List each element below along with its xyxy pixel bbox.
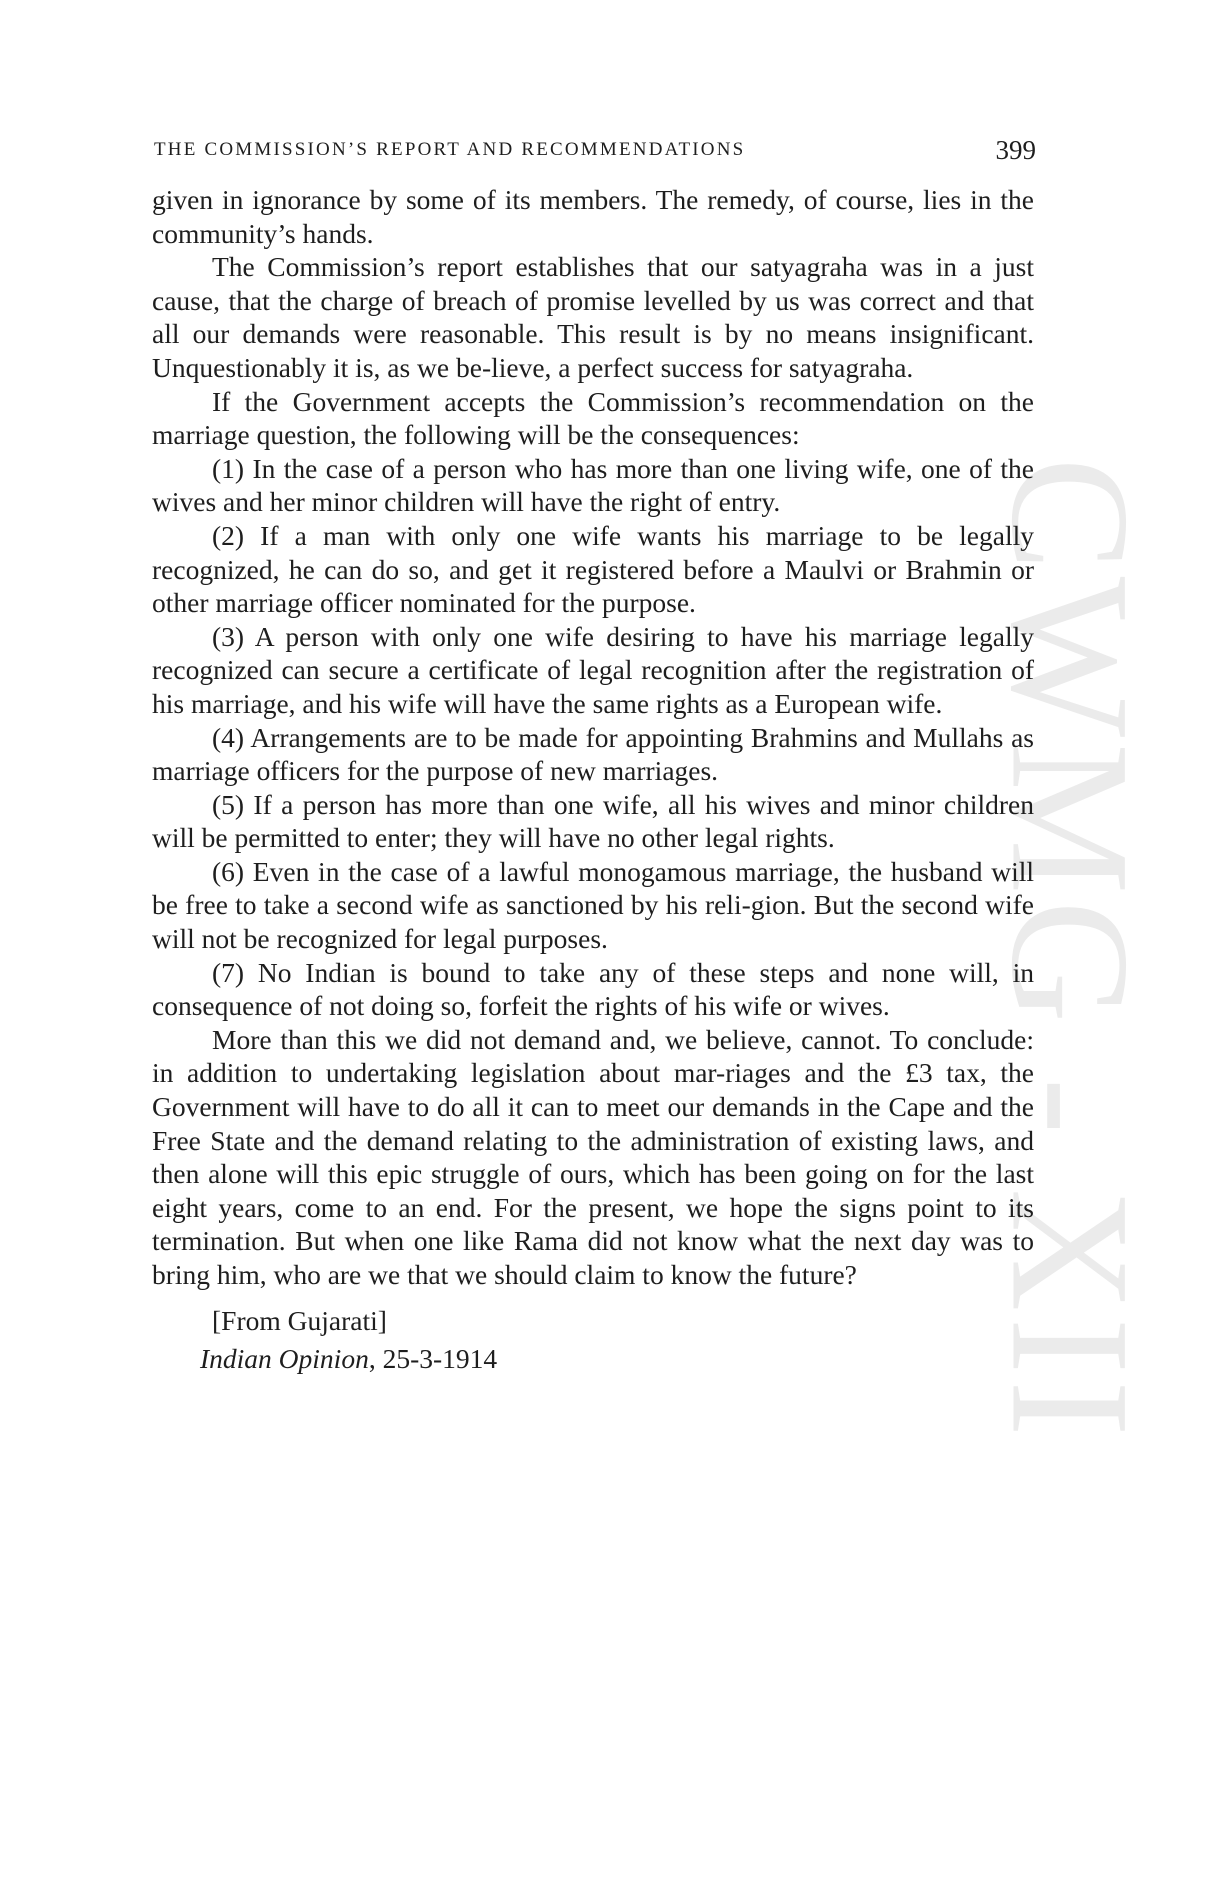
citation-publication: Indian Opinion (200, 1342, 369, 1374)
paragraph: The Commission’s report establishes that our satyagraha was in a just cause, that the charge of breach of promise levelled by us was correct and that all our demands were reasonable. This result is by no means insignificant. Unquestionably it is, as we be-lieve, a perfect success for satyagraha. (152, 251, 1034, 383)
list-item: (6) Even in the case of a lawful monogamous marriage, the husband will be free to take a second wife as sanctioned by his reli-gion. But the second wife will not be recognized for legal purposes. (152, 855, 1034, 955)
watermark-text: CWMG - XII (976, 457, 1165, 1443)
citation (152, 1340, 1034, 1378)
list-item: (5) If a person has more than one wife, all his wives and minor children will be permitted to enter; they will have no other legal rights. (152, 788, 1034, 854)
body-text (152, 183, 1034, 1378)
paragraph: More than this we did not demand and, we believe, cannot. To conclude: in addition to undertaking legislation about mar-riages and the £3 tax, the Government will have to do all it can to meet our demands in the Cape and the Free State and the demand relating to the administration of existing laws, and then alone will this epic struggle of ours, which has been going on for the last eight years, come to an end. For the present, we hope the signs point to its termination. But when one like Rama did not know what the next day was to bring him, who are we that we should claim to know the future? (152, 1023, 1034, 1290)
running-title: THE COMMISSION’S REPORT AND RECOMMENDATIONS (154, 139, 746, 160)
paragraph: If the Government accepts the Commission’s recommendation on the marriage question, the following will be the consequences: (152, 385, 1034, 451)
running-header (154, 130, 1036, 170)
list-item: (1) In the case of a person who has more than one living wife, one of the wives and her minor children will have the right of entry. (152, 452, 1034, 518)
list-item: (3) A person with only one wife desiring to have his marriage legally recognized can secure a certificate of legal recognition after the registration of his marriage, and his wife will have the same rights as a European wife. (152, 620, 1034, 719)
source-language-note: [From Gujarati] (212, 1304, 387, 1336)
page-number: 399 (995, 134, 1036, 165)
list-item: (4) Arrangements are to be made for appointing Brahmins and Mullahs as marriage officers for the purpose of new marriages. (152, 721, 1034, 787)
list-item: (2) If a man with only one wife wants his marriage to be legally recognized, he can do so, and get it registered before a Maulvi or Brahmin or other marriage officer nominated for the purpose. (152, 519, 1034, 619)
list-item: (7) No Indian is bound to take any of these steps and none will, in consequence of not doing so, forfeit the rights of his wife or wives. (152, 956, 1034, 1022)
citation-date: , 25-3-1914 (368, 1342, 498, 1374)
paragraph: given in ignorance by some of its members. The remedy, of course, lies in the community’s hands. (152, 184, 1034, 249)
